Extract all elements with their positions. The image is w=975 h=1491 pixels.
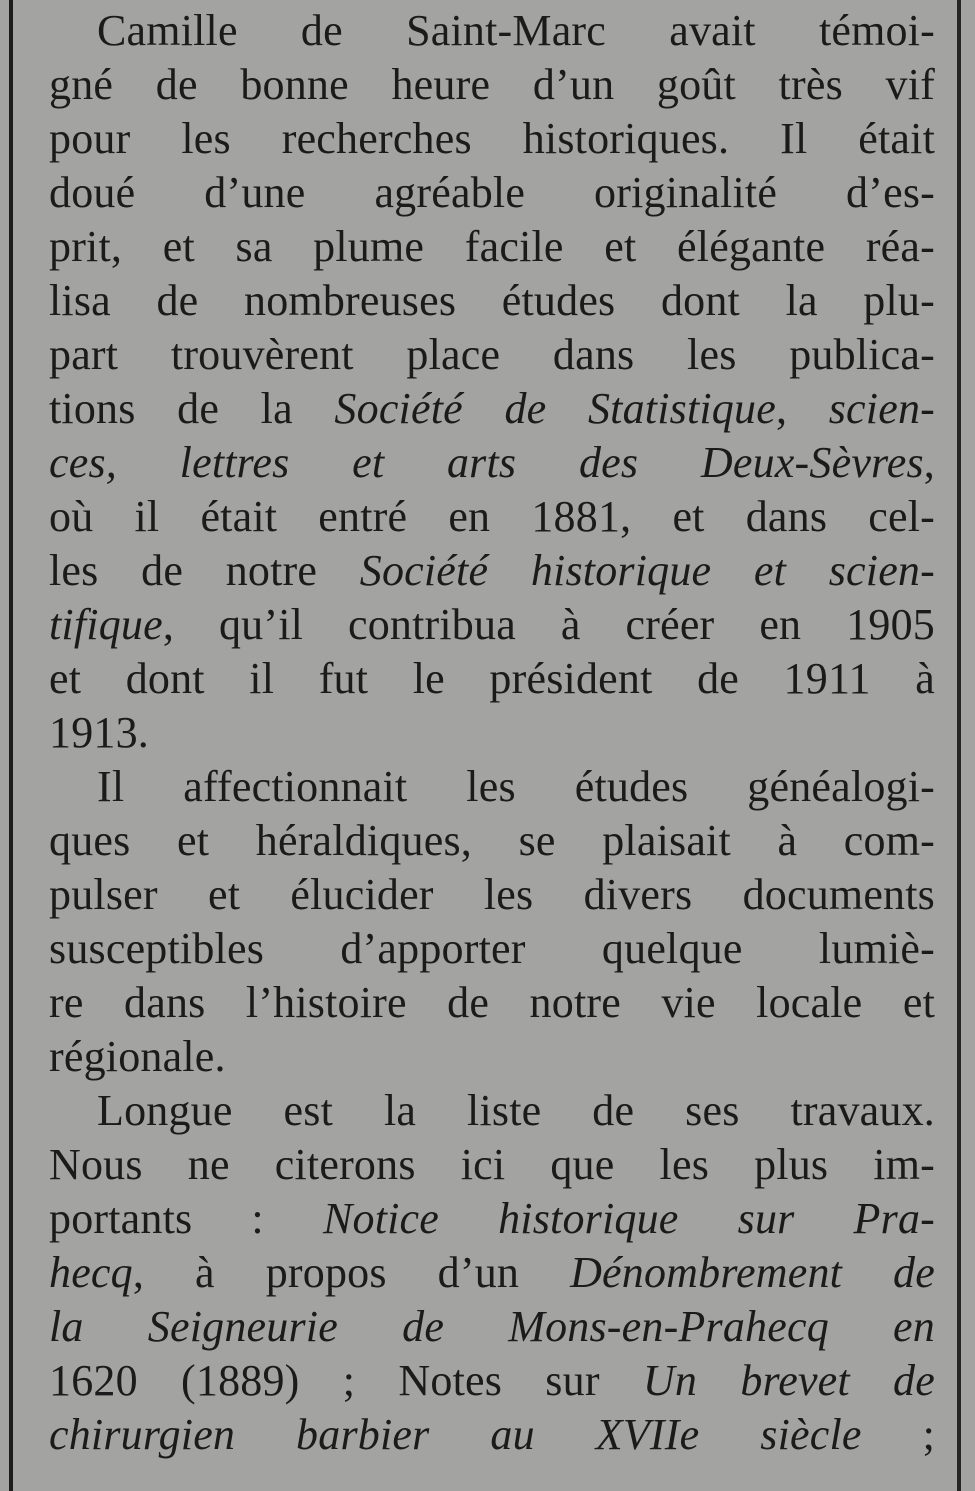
- text-run: Longue est la liste de ses travaux.: [97, 1086, 935, 1135]
- text-run: susceptibles d’apporter quelque lumiè-: [49, 924, 935, 973]
- text-run: doué d’une agréable originalité d’es-: [49, 168, 935, 217]
- text-run: Il affectionnait les études généalogi-: [97, 762, 935, 811]
- text-run: re dans l’histoire de notre vie locale et: [49, 978, 935, 1027]
- text-line: [49, 868, 935, 922]
- text-run: et dont il fut le président de 1911 à: [49, 654, 935, 703]
- italic-title: ces, lettres et arts des Deux-Sèvres: [49, 438, 924, 487]
- text-line: [49, 1408, 935, 1462]
- text-line: [49, 166, 935, 220]
- text-line: [49, 1300, 935, 1354]
- text-run: ques et héraldiques, se plaisait à com-: [49, 816, 935, 865]
- text-line: [49, 1138, 935, 1192]
- italic-title: tifique: [49, 600, 163, 649]
- text-line: [49, 1030, 935, 1084]
- text-run: , à propos d’un: [132, 1248, 571, 1297]
- text-run: tions de la: [49, 384, 335, 433]
- text-line: [49, 382, 935, 436]
- italic-title: Société de Statistique: [334, 384, 776, 433]
- text-line: [49, 328, 935, 382]
- text-run: Nous ne citerons ici que les plus im-: [49, 1140, 935, 1189]
- text-line: [49, 598, 935, 652]
- text-line: [49, 274, 935, 328]
- text-line: [49, 4, 935, 58]
- text-line: [49, 760, 935, 814]
- text-line: [49, 922, 935, 976]
- text-line: [49, 58, 935, 112]
- italic-title: chirurgien barbier au XVIIe siècle: [49, 1410, 862, 1459]
- right-column-rule: [957, 0, 961, 1491]
- text-run: part trouvèrent place dans les publica-: [49, 330, 935, 379]
- italic-title: Société historique et scien-: [359, 546, 935, 595]
- text-run: les de notre: [49, 546, 360, 595]
- italic-title: scien-: [828, 384, 935, 433]
- text-run: Camille de Saint-Marc avait témoi-: [97, 6, 935, 55]
- text-run: ;: [861, 1410, 936, 1459]
- text-line: [49, 1084, 935, 1138]
- text-run: portants :: [49, 1194, 323, 1243]
- text-line: [49, 706, 935, 760]
- text-run: 1620 (1889) ; Notes sur: [49, 1356, 643, 1405]
- text-line: [49, 1354, 935, 1408]
- text-line: [49, 490, 935, 544]
- text-run: prit, et sa plume facile et élégante réa-: [49, 222, 935, 271]
- text-line: [49, 112, 935, 166]
- italic-title: Notice historique sur Pra-: [322, 1194, 935, 1243]
- text-run: pour les recherches historiques. Il était: [49, 114, 935, 163]
- text-line: [49, 976, 935, 1030]
- text-run: lisa de nombreuses études dont la plu-: [49, 276, 935, 325]
- text-run: gné de bonne heure d’un goût très vif: [49, 60, 935, 109]
- text-run: 1913.: [49, 708, 149, 757]
- italic-title: Un brevet de: [642, 1356, 935, 1405]
- text-run: , qu’il contribua à créer en 1905: [162, 600, 935, 649]
- left-column-rule: [9, 0, 13, 1491]
- text-run: ,: [775, 384, 829, 433]
- italic-title: la Seigneurie de Mons-en-Prahecq en: [49, 1302, 935, 1351]
- italic-title: hecq: [49, 1248, 133, 1297]
- text-line: [49, 436, 935, 490]
- text-run: où il était entré en 1881, et dans cel-: [49, 492, 935, 541]
- text-line: [49, 220, 935, 274]
- text-line: [49, 1246, 935, 1300]
- text-line: [49, 814, 935, 868]
- text-line: [49, 1192, 935, 1246]
- text-run: régionale.: [49, 1032, 226, 1081]
- text-line: [49, 652, 935, 706]
- text-run: ,: [923, 438, 935, 487]
- text-line: [49, 544, 935, 598]
- text-run: pulser et élucider les divers documents: [49, 870, 935, 919]
- italic-title: Dénombrement de: [570, 1248, 935, 1297]
